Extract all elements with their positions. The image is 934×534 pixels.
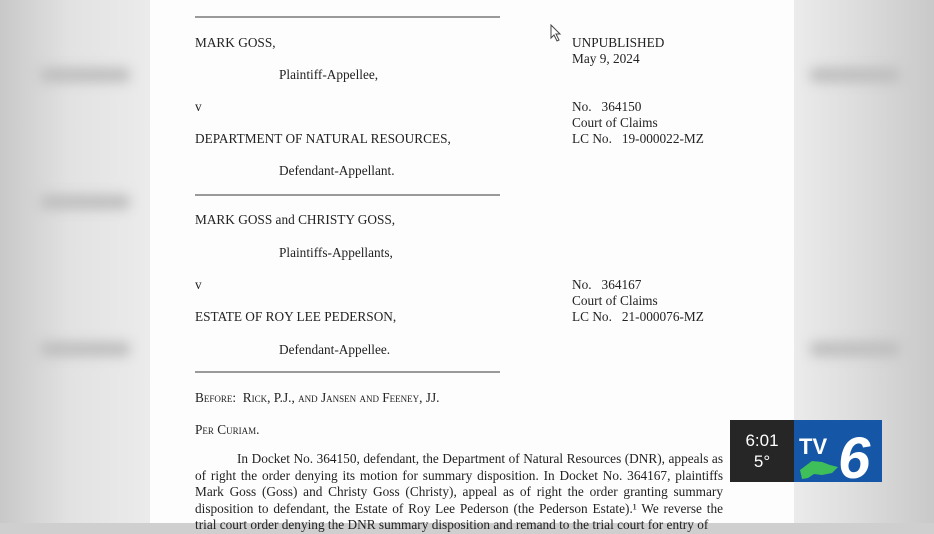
case2-defendant: ESTATE OF ROY LEE PEDERSON, xyxy=(195,309,397,324)
case1-versus: v xyxy=(195,99,202,114)
case1-defendant: DEPARTMENT OF NATURAL RESOURCES, xyxy=(195,131,451,146)
case2-defendant-role: Defendant-Appellee. xyxy=(279,342,391,357)
case2-plaintiff: MARK GOSS and CHRISTY GOSS, xyxy=(195,212,396,227)
opinion-body xyxy=(195,451,723,534)
case2-court: Court of Claims xyxy=(572,293,658,308)
panel-judges: Before: Rick, P.J., and Jansen and Feeney, JJ. xyxy=(195,390,440,405)
case1-court: Court of Claims xyxy=(572,115,658,130)
case1-plaintiff-role: Plaintiff-Appellee, xyxy=(279,67,379,82)
mouse-cursor-icon xyxy=(550,24,562,42)
opinion-date: May 9, 2024 xyxy=(572,51,640,66)
station-bug xyxy=(730,420,882,482)
tv6-logo xyxy=(794,420,882,482)
opinion-paragraph: In Docket No. 364150, defendant, the Department of Natural Resources (DNR), appeals as of right the order denying its motion for summary disposition. In Docket No. 364167, plaintiffs Mark Goss (Goss) and Christy Goss (Christy), appeal as of right the order granting summary disposition to defendant, the Estate of Roy Lee Pederson (the Pederson Estate).¹ We reverse the trial court order denying the DNR summary disposition and remand to the trial court for entry of xyxy=(195,451,723,532)
clock-time: 6:01 xyxy=(745,431,779,450)
svg-text:6: 6 xyxy=(838,426,871,482)
divider xyxy=(195,194,500,196)
tv6-logo-icon xyxy=(794,420,882,482)
per-curiam-heading: Per Curiam. xyxy=(195,422,260,437)
case1-lc: LC No. 19-000022-MZ xyxy=(572,131,704,146)
case2-lc: LC No. 21-000076-MZ xyxy=(572,309,704,324)
case1-defendant-role: Defendant-Appellant. xyxy=(279,163,395,178)
divider xyxy=(195,16,500,18)
svg-text:TV: TV xyxy=(799,434,828,459)
case2-versus: v xyxy=(195,277,202,292)
court-opinion-page xyxy=(150,0,794,523)
divider xyxy=(195,371,500,373)
case1-docket: No. 364150 xyxy=(572,99,642,114)
case2-plaintiff-role: Plaintiffs-Appellants, xyxy=(279,245,393,260)
clock-weather xyxy=(730,420,794,482)
temperature: 5° xyxy=(753,452,771,471)
publication-status: UNPUBLISHED xyxy=(572,35,665,50)
case1-plaintiff: MARK GOSS, xyxy=(195,35,276,50)
case2-docket: No. 364167 xyxy=(572,277,642,292)
